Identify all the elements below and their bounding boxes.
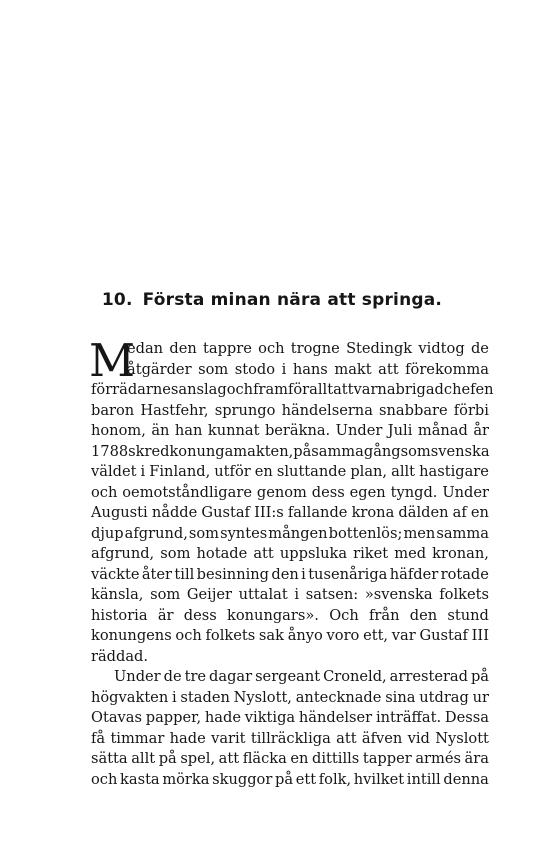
word: timmar bbox=[110, 729, 165, 747]
word: riket bbox=[353, 545, 389, 562]
word: än bbox=[151, 422, 170, 439]
word: vidtog bbox=[418, 340, 465, 357]
word: på bbox=[275, 770, 294, 788]
word: hvilket bbox=[353, 770, 405, 788]
word: att bbox=[333, 381, 354, 398]
word: förbi bbox=[453, 401, 489, 419]
word: hans bbox=[292, 360, 328, 378]
text-line bbox=[91, 626, 489, 647]
word: brigadchefen bbox=[395, 381, 494, 398]
word: ett, bbox=[363, 627, 389, 644]
word: sak bbox=[258, 627, 284, 644]
chapter-heading bbox=[0, 290, 544, 310]
word: som bbox=[188, 524, 220, 542]
word: men bbox=[403, 524, 436, 542]
text-line bbox=[91, 442, 489, 463]
word: tapper bbox=[362, 750, 412, 767]
word: Stedingk bbox=[346, 340, 413, 357]
word: högvakten bbox=[91, 688, 169, 706]
word: folk, bbox=[318, 770, 352, 788]
word: kunnat bbox=[207, 422, 260, 439]
word: syntes bbox=[220, 524, 268, 542]
word: en bbox=[290, 750, 309, 767]
word: häfder bbox=[389, 565, 439, 583]
word: dittills bbox=[312, 750, 360, 767]
word: ett bbox=[295, 770, 317, 788]
word: tre bbox=[184, 668, 207, 685]
word: skred bbox=[128, 442, 170, 460]
chapter-number: 10. bbox=[101, 290, 133, 310]
word: allt bbox=[131, 750, 156, 767]
word: och bbox=[91, 770, 118, 788]
word: samma bbox=[436, 524, 489, 542]
text-line bbox=[91, 544, 489, 565]
word: i bbox=[171, 688, 177, 706]
word: hotade bbox=[196, 545, 248, 562]
word: som bbox=[400, 442, 431, 460]
word: makt bbox=[334, 360, 372, 378]
word: afgrund, bbox=[91, 545, 155, 562]
word: beräkna. bbox=[264, 422, 331, 439]
text-line bbox=[91, 708, 489, 729]
word: de bbox=[470, 340, 489, 357]
word: varit bbox=[211, 729, 246, 747]
word: i bbox=[294, 586, 300, 603]
text-line bbox=[91, 770, 489, 791]
text-line bbox=[91, 421, 489, 442]
word: dess bbox=[183, 606, 217, 624]
word: rotade bbox=[440, 565, 489, 583]
word: III:s bbox=[254, 504, 284, 521]
word: gång bbox=[363, 442, 401, 460]
word: baron bbox=[91, 401, 135, 419]
word: Under bbox=[335, 422, 383, 439]
word: händelserna bbox=[281, 401, 373, 419]
word: tyngd. bbox=[390, 483, 438, 501]
word: inträffat. bbox=[375, 709, 442, 726]
chapter-title: Första minan nära att springa. bbox=[142, 290, 443, 310]
word: som bbox=[150, 586, 181, 603]
word: honom, bbox=[91, 422, 146, 439]
word: Augusti bbox=[91, 504, 148, 521]
word: den bbox=[169, 340, 197, 357]
word: Dessa bbox=[444, 709, 489, 726]
word: händelser bbox=[298, 709, 373, 726]
word: fallande bbox=[287, 504, 348, 521]
word: den bbox=[409, 606, 438, 624]
body-text bbox=[89, 334, 494, 790]
word: krona bbox=[351, 504, 395, 521]
drop-cap: M bbox=[89, 334, 136, 387]
word: ur bbox=[472, 688, 489, 706]
word: fläcka bbox=[242, 750, 287, 767]
word: kronan, bbox=[432, 545, 489, 562]
word: egen bbox=[349, 483, 386, 501]
word: med bbox=[394, 545, 427, 562]
word: folkets bbox=[205, 627, 256, 644]
word: arresterad bbox=[389, 668, 468, 685]
word: till bbox=[174, 565, 195, 583]
word: uppsluka bbox=[279, 545, 348, 562]
word: utdrag bbox=[419, 688, 469, 706]
word: genom bbox=[256, 483, 307, 501]
word: edan bbox=[127, 340, 164, 357]
text-line bbox=[91, 462, 489, 483]
text-line bbox=[91, 749, 489, 770]
word: känsla, bbox=[91, 586, 144, 603]
word: han bbox=[174, 422, 203, 439]
word: viktiga bbox=[244, 709, 296, 726]
word: och bbox=[226, 381, 254, 398]
word: konungamakten, bbox=[169, 442, 294, 460]
word: en bbox=[254, 463, 273, 480]
text-line bbox=[91, 339, 489, 360]
word: allt bbox=[391, 463, 416, 480]
word: spel, bbox=[180, 750, 216, 767]
word: Croneld, bbox=[323, 668, 387, 685]
word: staden bbox=[180, 688, 230, 706]
word: uttalat bbox=[238, 586, 288, 603]
word: dälden bbox=[398, 504, 449, 521]
word: en bbox=[470, 504, 489, 521]
word: papper, bbox=[145, 709, 202, 726]
word: hade bbox=[169, 729, 206, 747]
word: konungars». bbox=[227, 606, 319, 624]
word: räddad. bbox=[91, 647, 149, 665]
text-line bbox=[91, 667, 489, 688]
word: historia bbox=[91, 606, 148, 624]
word: var bbox=[391, 627, 416, 644]
word: konungens bbox=[91, 627, 172, 644]
word: varna bbox=[353, 381, 396, 398]
word: Nyslott bbox=[435, 729, 489, 747]
text-line bbox=[91, 606, 489, 627]
text-line bbox=[91, 401, 489, 422]
word: svenska bbox=[430, 442, 490, 460]
word: sina bbox=[385, 688, 416, 706]
word: allt bbox=[309, 381, 334, 398]
word: framför bbox=[253, 381, 310, 398]
word: antecknade bbox=[295, 688, 382, 706]
word: få bbox=[91, 729, 106, 747]
word: nådde bbox=[151, 504, 198, 521]
word: trogne bbox=[290, 340, 340, 357]
word: och bbox=[175, 627, 202, 644]
word: af bbox=[452, 504, 467, 521]
word: vid bbox=[407, 729, 430, 747]
word: ånyo bbox=[287, 627, 323, 644]
word: Och bbox=[329, 606, 359, 624]
word: denna bbox=[443, 770, 489, 788]
word: sergeant bbox=[255, 668, 321, 685]
word: utför bbox=[214, 463, 251, 480]
word: besinning bbox=[196, 565, 269, 583]
word: på bbox=[158, 750, 177, 767]
word: dagar bbox=[209, 668, 253, 685]
word: skuggor bbox=[212, 770, 273, 788]
word: den bbox=[271, 565, 299, 583]
word: tillräckliga bbox=[250, 729, 331, 747]
word: bottenlös; bbox=[328, 524, 403, 542]
word: ära bbox=[464, 750, 489, 767]
word: Under bbox=[114, 668, 161, 685]
word: oemotståndligare bbox=[122, 483, 252, 501]
word: förekomma bbox=[405, 360, 489, 378]
word: mörka bbox=[162, 770, 210, 788]
word: Gustaf bbox=[201, 504, 250, 521]
text-line bbox=[91, 647, 489, 668]
word: tappre bbox=[203, 340, 252, 357]
word: plan, bbox=[350, 463, 388, 480]
word: Gustaf bbox=[419, 627, 468, 644]
word: dess bbox=[311, 483, 345, 501]
word: satsen: bbox=[305, 586, 359, 603]
word: månad bbox=[417, 422, 468, 439]
text-line bbox=[91, 380, 494, 401]
word: »svenska bbox=[364, 586, 433, 603]
text-line bbox=[91, 688, 489, 709]
text-line bbox=[91, 360, 489, 381]
word: de bbox=[163, 668, 182, 685]
word: samma bbox=[311, 442, 364, 460]
word: åtgärder bbox=[127, 360, 192, 378]
word: Hastfehr, bbox=[140, 401, 209, 419]
word: stund bbox=[447, 606, 489, 624]
word: i bbox=[281, 360, 287, 378]
word: förrädarnes bbox=[91, 381, 179, 398]
word: att bbox=[218, 750, 240, 767]
word: djup bbox=[91, 524, 124, 542]
word: att bbox=[378, 360, 399, 378]
word: intill bbox=[406, 770, 441, 788]
word: i bbox=[140, 463, 146, 480]
word: sätta bbox=[91, 750, 128, 767]
word: Under bbox=[442, 483, 489, 501]
word: voro bbox=[326, 627, 360, 644]
word: som bbox=[198, 360, 229, 378]
word: 1788 bbox=[91, 442, 129, 460]
word: hastigare bbox=[419, 463, 489, 480]
word: sluttande bbox=[276, 463, 347, 480]
text-line bbox=[91, 483, 489, 504]
word: som bbox=[160, 545, 191, 562]
word: på bbox=[470, 668, 489, 685]
word: och bbox=[258, 340, 285, 357]
word: folkets bbox=[439, 586, 489, 603]
word: stodo bbox=[234, 360, 276, 378]
word: att bbox=[336, 729, 357, 747]
word: på bbox=[293, 442, 312, 460]
word: hade bbox=[204, 709, 241, 726]
word: åter bbox=[141, 565, 173, 583]
word: mången bbox=[268, 524, 328, 542]
word: armés bbox=[415, 750, 461, 767]
word: i bbox=[301, 565, 306, 583]
word: Finland, bbox=[149, 463, 211, 480]
word: anslag bbox=[178, 381, 227, 398]
word: Nyslott, bbox=[233, 688, 292, 706]
word: är bbox=[157, 606, 174, 624]
text-line bbox=[91, 503, 489, 524]
text-line bbox=[91, 729, 489, 750]
word: snabbare bbox=[379, 401, 448, 419]
word: Juli bbox=[387, 422, 413, 439]
word: tusenåriga bbox=[308, 565, 388, 583]
word: och bbox=[91, 483, 118, 501]
word: kasta bbox=[120, 770, 160, 788]
word: från bbox=[369, 606, 400, 624]
word: väldet bbox=[91, 463, 137, 480]
word: äfven bbox=[361, 729, 403, 747]
text-line bbox=[91, 585, 489, 606]
word: Otavas bbox=[91, 709, 142, 726]
word: väckte bbox=[91, 565, 140, 583]
text-line bbox=[91, 565, 489, 586]
word: år bbox=[473, 422, 489, 439]
word: sprungo bbox=[214, 401, 276, 419]
word: afgrund, bbox=[124, 524, 188, 542]
word: att bbox=[253, 545, 274, 562]
word: Geijer bbox=[186, 586, 232, 603]
word: III bbox=[471, 627, 489, 644]
text-line bbox=[91, 524, 489, 545]
